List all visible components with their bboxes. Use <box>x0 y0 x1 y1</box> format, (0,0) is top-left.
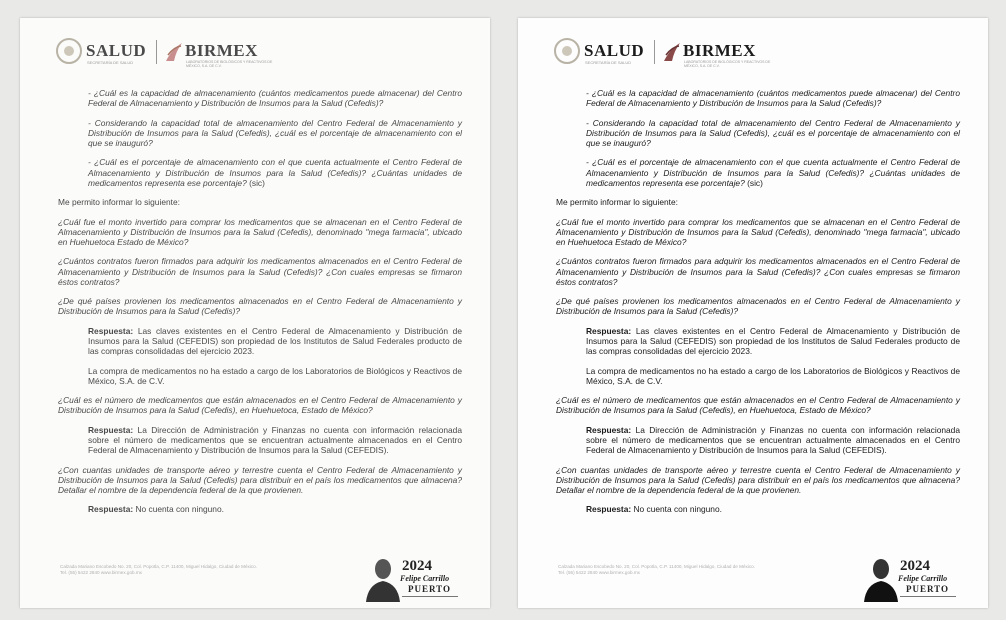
answer-label: Respuesta: <box>88 424 134 435</box>
footer-address-line-1: Calzada Mariano Escobedo No. 20, Col. Popotla, C.P. 11400, Miguel Hidalgo, Ciudad de México. <box>60 564 257 569</box>
answer-2-text: La Dirección de Administración y Finanzas no cuenta con información relacionada sobre el número de medicamentos que se encuentran actualmente almacenados en el Centro Federal de Almacenamiento y Distribución de Insumos para la Salud (CEFEDIS). <box>88 424 462 456</box>
birmex-bird-icon <box>662 39 682 65</box>
question-contracts: ¿Cuántos contratos fueron firmados para adquirir los medicamentos almacenados en el Centro Federal de Almacenamiento y Distribución de Insumos para la Salud (Cefedis)? ¿Con cuales empresas se firmaron éstos contratos? <box>58 256 462 287</box>
salud-logo: SALUD <box>584 41 645 60</box>
answer-2-text: La Dirección de Administración y Finanzas no cuenta con información relacionada sobre el número de medicamentos que se encuentran actualmente almacenados en el Centro Federal de Almacenamiento y Distribución de Insumos para la Salud (CEFEDIS). <box>586 424 960 456</box>
document-page-right <box>518 18 988 608</box>
answer-1-text: Las claves existentes en el Centro Federal de Almacenamiento y Distribución de Insumos para la Salud (CEFEDIS) son propiedad de los Institutos de Salud Federales producto de las compras consolidadas del ejercicio 2023. <box>88 325 462 357</box>
question-quantity: ¿Cuál es el número de medicamentos que están almacenados en el Centro Federal de Almacenamiento y Distribución de Insumos para la Salud (Cefedis), en Huehuetoca, Estado de México? <box>556 395 960 416</box>
quoted-question-3-text: - ¿Cuál es el porcentaje de almacenamiento con el que cuenta actualmente el Centro Federal de Almacenamiento y Distribución de Insumos para la Salud (Cefedis)? ¿Cuántas unidades de medicamentos representa ese porcentaje? <box>88 157 462 188</box>
answer-1 <box>586 326 960 357</box>
question-contracts: ¿Cuántos contratos fueron firmados para adquirir los medicamentos almacenados en el Centro Federal de Almacenamiento y Distribución de Insumos para la Salud (Cefedis)? ¿Con cuales empresas se firmaron éstos contratos? <box>556 256 960 287</box>
answer-2 <box>88 425 462 456</box>
footer-address <box>558 564 818 576</box>
letterhead <box>554 38 974 68</box>
answer-3-text: No cuenta con ninguno. <box>133 504 224 515</box>
footer-rule <box>402 596 458 597</box>
question-amount: ¿Cuál fue el monto invertido para comprar los medicamentos que se almacenan en el Centro Federal de Almacenamiento y Distribución de Insumos para la Salud (Cefedis), denominado "mega farmacia", ubicado en Huehuetoca Estado de México? <box>58 216 462 247</box>
salud-logo-subtitle: SECRETARÍA DE SALUD <box>585 60 632 65</box>
birmex-logo-subtitle: LABORATORIOS DE BIOLÓGICOS Y REACTIVOS DE MÉXICO, S.A. DE C.V. <box>186 60 273 68</box>
logo-divider <box>156 40 157 64</box>
footer-year: 2024 <box>402 558 432 574</box>
footer-address <box>60 564 320 576</box>
answer-1-text: Las claves existentes en el Centro Federal de Almacenamiento y Distribución de Insumos para la Salud (CEFEDIS) son propiedad de los Institutos de Salud Federales producto de las compras consolidadas del ejercicio 2023. <box>586 325 960 357</box>
footer-address-line-2: Tel. (55) 5422 2840 www.birmex.gob.mx <box>60 570 142 575</box>
footer-name-2: PUERTO <box>408 584 452 594</box>
question-transport: ¿Con cuantas unidades de transporte aéreo y terrestre cuenta el Centro Federal de Almacenamiento y Distribución de Insumos para la Salud (Cefedis) para distribuir en el país los medicamentos que almacena? Detallar el nombre de la dependencia federal de la que provienen. <box>58 464 462 495</box>
quoted-question-3 <box>586 157 960 188</box>
letter-body <box>556 88 960 524</box>
birmex-logo: BIRMEX <box>683 41 756 60</box>
intro-line: Me permito informar lo siguiente: <box>556 197 678 208</box>
question-transport: ¿Con cuantas unidades de transporte aéreo y terrestre cuenta el Centro Federal de Almacenamiento y Distribución de Insumos para la Salud (Cefedis) para distribuir en el país los medicamentos que almacena? Detallar el nombre de la dependencia federal de la que provienen. <box>556 464 960 495</box>
quoted-question-1: - ¿Cuál es la capacidad de almacenamiento (cuántos medicamentos puede almacenar) del Centro Federal de Almacenamiento y Distribución de Insumos para la Salud (Cefedis)? <box>88 88 462 109</box>
answer-2 <box>586 425 960 456</box>
answer-label: Respuesta: <box>586 325 632 336</box>
birmex-logo-subtitle: LABORATORIOS DE BIOLÓGICOS Y REACTIVOS DE MÉXICO, S.A. DE C.V. <box>684 60 771 68</box>
footer-year: 2024 <box>900 558 930 574</box>
answer-3 <box>586 504 960 514</box>
footer-name: Felipe Carrillo <box>400 574 450 583</box>
question-amount: ¿Cuál fue el monto invertido para comprar los medicamentos que se almacenan en el Centro Federal de Almacenamiento y Distribución de Insumos para la Salud (Cefedis), denominado "mega farmacia", ubicado en Huehuetoca Estado de México? <box>556 216 960 247</box>
answer-label: Respuesta: <box>88 325 134 336</box>
footer-2024-logo <box>860 554 956 604</box>
sic-note: (sic) <box>744 177 763 188</box>
birmex-logo: BIRMEX <box>185 41 258 60</box>
question-countries: ¿De qué países provienen los medicamentos almacenados en el Centro Federal de Almacenamiento y Distribución de Insumos para la Salud (Cefedis)? <box>58 296 462 317</box>
quoted-question-2: - Considerando la capacidad total de almacenamiento del Centro Federal de Almacenamiento y Distribución de Insumos para la Salud (Cefedis), ¿cuál es el porcentaje de almacenamiento con el que se inauguró? <box>586 117 960 148</box>
footer-name: Felipe Carrillo <box>898 574 948 583</box>
quoted-question-3-text: - ¿Cuál es el porcentaje de almacenamiento con el que cuenta actualmente el Centro Federal de Almacenamiento y Distribución de Insumos para la Salud (Cefedis)? ¿Cuántas unidades de medicamentos representa ese porcentaje? <box>586 157 960 188</box>
footer-2024-logo <box>362 554 458 604</box>
answer-label: Respuesta: <box>88 504 134 515</box>
footer-address-line-2: Tel. (55) 5422 2840 www.birmex.gob.mx <box>558 570 640 575</box>
answer-label: Respuesta: <box>586 504 632 515</box>
intro-line: Me permito informar lo siguiente: <box>58 197 180 208</box>
footer-address-line-1: Calzada Mariano Escobedo No. 20, Col. Popotla, C.P. 11400, Miguel Hidalgo, Ciudad de México. <box>558 564 755 569</box>
answer-1b: La compra de medicamentos no ha estado a cargo de los Laboratorios de Biológicos y Reactivos de México, S.A. de C.V. <box>586 365 960 386</box>
salud-logo-subtitle: SECRETARÍA DE SALUD <box>87 60 134 65</box>
mexico-seal-icon <box>554 38 580 64</box>
question-quantity: ¿Cuál es el número de medicamentos que están almacenados en el Centro Federal de Almacenamiento y Distribución de Insumos para la Salud (Cefedis), en Huehuetoca, Estado de México? <box>58 395 462 416</box>
answer-label: Respuesta: <box>586 424 632 435</box>
answer-1 <box>88 326 462 357</box>
question-countries: ¿De qué países provienen los medicamentos almacenados en el Centro Federal de Almacenamiento y Distribución de Insumos para la Salud (Cefedis)? <box>556 296 960 317</box>
salud-logo: SALUD <box>86 41 147 60</box>
footer-rule <box>900 596 956 597</box>
document-page-left <box>20 18 490 608</box>
sic-note: (sic) <box>246 177 265 188</box>
quoted-question-3 <box>88 157 462 188</box>
footer-name-2: PUERTO <box>906 584 950 594</box>
birmex-bird-icon <box>164 39 184 65</box>
answer-3 <box>88 504 462 514</box>
letterhead <box>56 38 476 68</box>
portrait-icon <box>860 554 902 602</box>
quoted-question-1: - ¿Cuál es la capacidad de almacenamiento (cuántos medicamentos puede almacenar) del Centro Federal de Almacenamiento y Distribución de Insumos para la Salud (Cefedis)? <box>586 88 960 109</box>
answer-1b: La compra de medicamentos no ha estado a cargo de los Laboratorios de Biológicos y Reactivos de México, S.A. de C.V. <box>88 365 462 386</box>
mexico-seal-icon <box>56 38 82 64</box>
logo-divider <box>654 40 655 64</box>
portrait-icon <box>362 554 404 602</box>
letter-body <box>58 88 462 524</box>
answer-3-text: No cuenta con ninguno. <box>631 504 722 515</box>
quoted-question-2: - Considerando la capacidad total de almacenamiento del Centro Federal de Almacenamiento y Distribución de Insumos para la Salud (Cefedis), ¿cuál es el porcentaje de almacenamiento con el que se inauguró? <box>88 117 462 148</box>
